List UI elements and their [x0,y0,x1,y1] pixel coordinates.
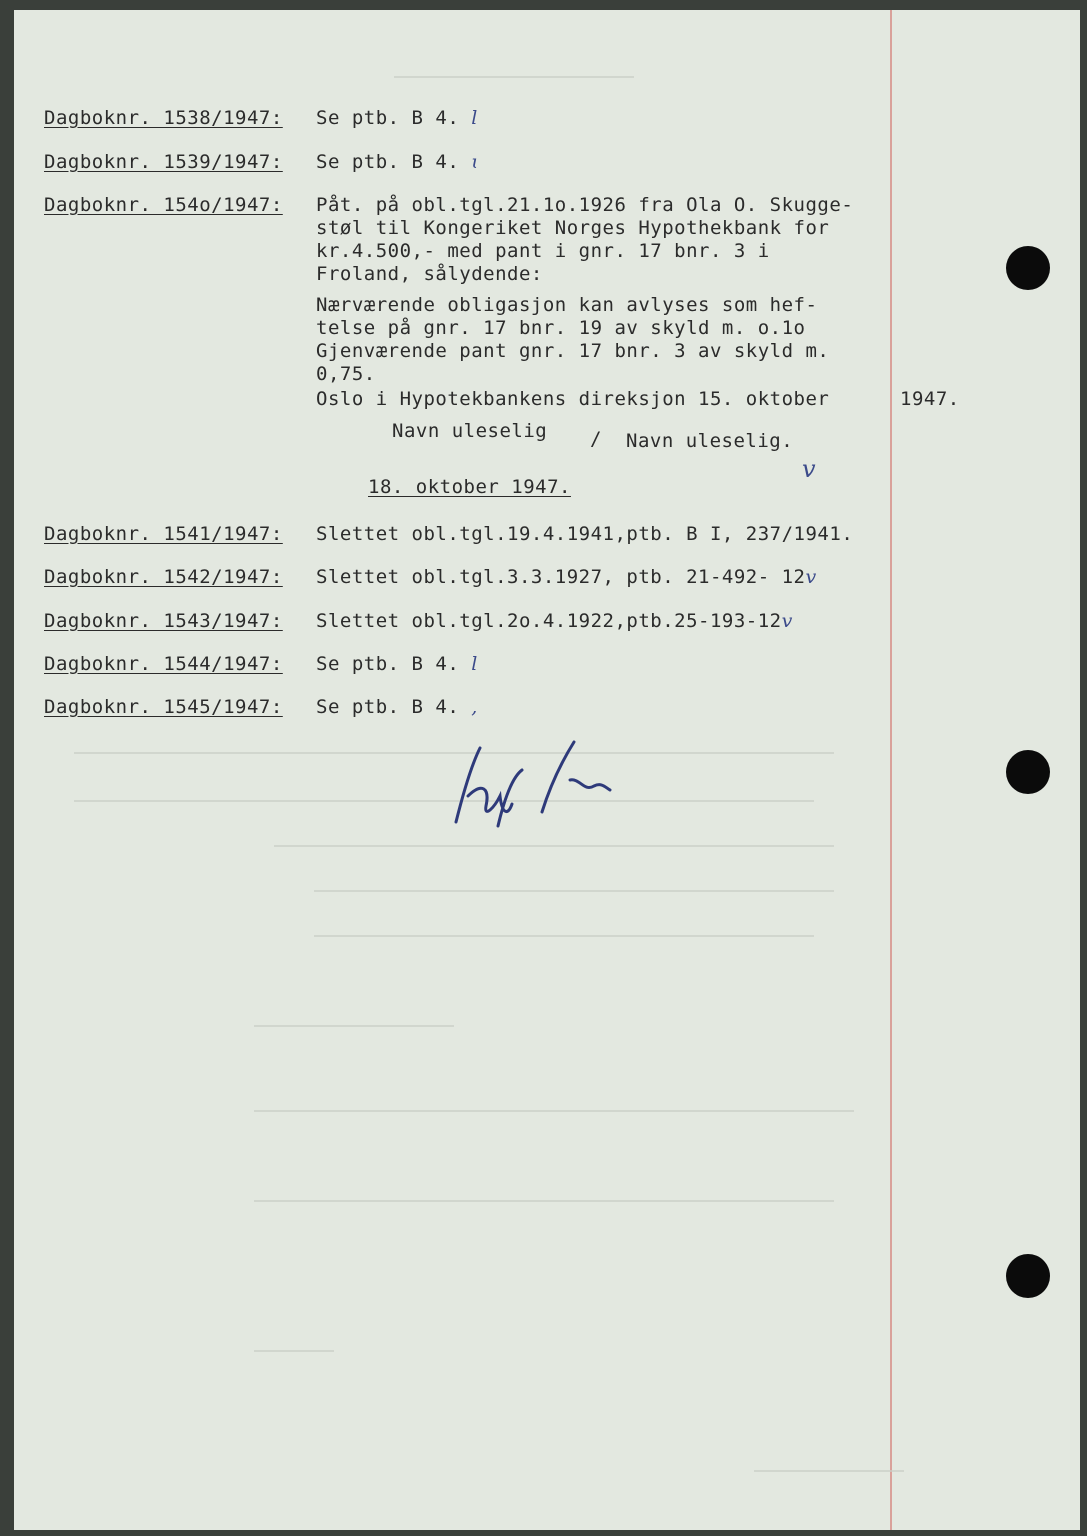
journal-entry [44,107,478,129]
bleed-through [314,935,814,937]
quote-line: Nærværende obligasjon kan avlyses som hef- [316,294,818,316]
journal-entry [44,653,478,675]
handwritten-signature [442,730,622,840]
date-heading: 18. oktober 1947. [368,476,571,498]
pen-tick: , [471,696,478,718]
journal-entry [44,696,478,718]
quote-line: telse på gnr. 17 bnr. 19 av skyld m. o.1o [316,317,806,339]
entry-continuation: støl til Kongeriket Norges Hypothekbank for [316,217,830,239]
bleed-through [254,1110,854,1112]
bleed-through [754,1470,904,1472]
punch-hole [1006,246,1050,290]
dated-year: 1947. [900,388,960,410]
entry-continuation: Froland, sålydende: [316,263,543,285]
entry-text: Slettet obl.tgl.3.3.1927, ptb. 21-492- 12 [316,566,806,588]
entry-text: Se ptb. B 4. [316,696,460,718]
pen-tick: v [781,610,793,632]
journal-entry [44,523,853,545]
journal-entry [44,610,793,632]
pen-tick: l [471,107,478,129]
entry-number: Dagboknr. 154o/1947: [44,194,283,216]
quote-line: 0,75. [316,363,376,385]
bleed-through [274,845,834,847]
entry-number: Dagboknr. 1543/1947: [44,610,283,632]
pen-tick: v [805,566,817,588]
bleed-through [254,1200,834,1202]
entry-text: Slettet obl.tgl.2o.4.1922,ptb.25-193-12 [316,610,782,632]
document-page [14,10,1080,1530]
entry-text: Se ptb. B 4. [316,107,460,129]
bleed-through [394,76,634,78]
entry-text: Se ptb. B 4. [316,653,460,675]
journal-entry [44,194,853,216]
entry-number: Dagboknr. 1541/1947: [44,523,283,545]
entry-text: Slettet obl.tgl.19.4.1941,ptb. B I, 237/1941. [316,523,854,545]
dated-line: Oslo i Hypotekbankens direksjon 15. oktober [316,388,830,410]
signature-separator: / [590,428,602,450]
pen-tick: ɩ [471,151,480,173]
margin-rule [890,10,892,1530]
entry-number: Dagboknr. 1545/1947: [44,696,283,718]
bleed-through [254,1350,334,1352]
entry-text: Se ptb. B 4. [316,151,460,173]
entry-continuation: kr.4.500,- med pant i gnr. 17 bnr. 3 i [316,240,770,262]
entry-text: Påt. på obl.tgl.21.1o.1926 fra Ola O. Skugge- [316,194,854,216]
quote-line: Gjenværende pant gnr. 17 bnr. 3 av skyld m. [316,340,830,362]
entry-number: Dagboknr. 1542/1947: [44,566,283,588]
entry-number: Dagboknr. 1538/1947: [44,107,283,129]
punch-hole [1006,1254,1050,1298]
pen-tick: l [471,653,478,675]
check-mark: v [802,455,817,483]
entry-number: Dagboknr. 1544/1947: [44,653,283,675]
journal-entry [44,566,817,588]
punch-hole [1006,750,1050,794]
signature-left: Navn uleselig [392,420,548,442]
bleed-through [254,1025,454,1027]
journal-entry [44,151,479,173]
bleed-through [314,890,834,892]
signature-right: Navn uleselig. [626,430,794,452]
entry-number: Dagboknr. 1539/1947: [44,151,283,173]
